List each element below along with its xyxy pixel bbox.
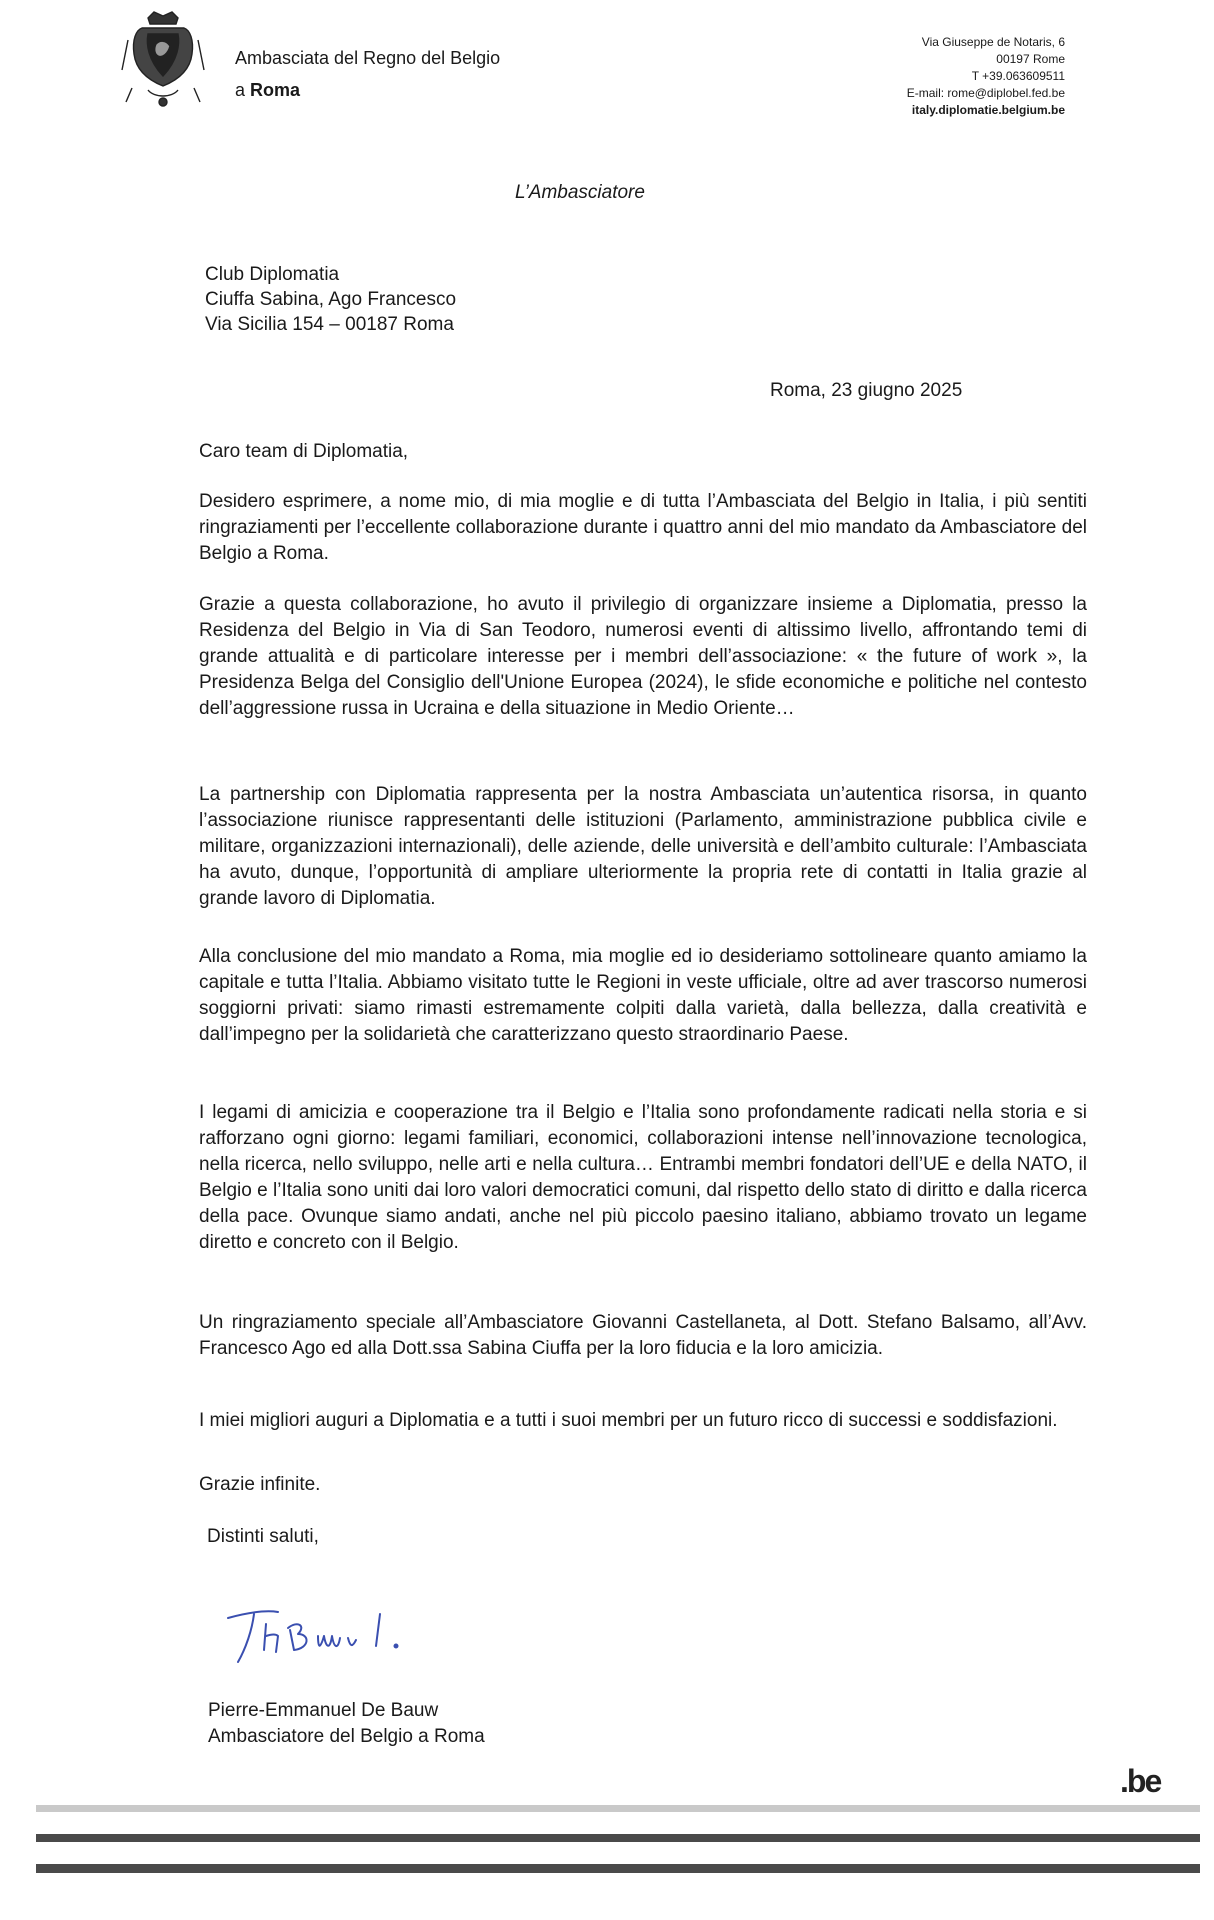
embassy-name-line2: a Roma bbox=[235, 80, 301, 100]
paragraph-4: Alla conclusione del mio mandato a Roma, mia moglie ed io desideriamo sottolineare quanto amiamo la capitale e tutta l’Italia. Abbiamo visitato tutte le Regioni in veste ufficiale, oltre ad aver trascorso numerosi soggiorni privati: siamo rimasti estremamente colpiti dalla varietà, dalla bellezza, dalla creatività e dall’impegno per la solidarietà che caratterizzano questo straordinario Paese. bbox=[199, 946, 1087, 1045]
footer-stripe-dark bbox=[36, 1834, 1200, 1842]
embassy-contact-block bbox=[907, 34, 1065, 119]
recipient-line2: Ciuffa Sabina, Ago Francesco bbox=[205, 289, 457, 310]
paragraph-6: Un ringraziamento speciale all’Ambasciatore Giovanni Castellaneta, al Dott. Stefano Balsamo, all’Avv. Francesco Ago ed alla Dott.ssa Sabina Ciuffa per la loro fiducia e la loro amicizia. bbox=[199, 1312, 1087, 1359]
sender-title: L’Ambasciatore bbox=[515, 182, 645, 203]
embassy-name bbox=[235, 42, 500, 106]
recipient-line1: Club Diplomatia bbox=[205, 264, 340, 285]
thanks-line: Grazie infinite. bbox=[199, 1474, 321, 1495]
salutation: Caro team di Diplomatia, bbox=[199, 441, 409, 462]
embassy-name-line1: Ambasciata del Regno del Belgio bbox=[235, 48, 501, 68]
paragraph-1: Desidero esprimere, a nome mio, di mia moglie e di tutta l’Ambasciata del Belgio in Italia, i più sentiti ringraziamenti per l’eccellente collaborazione durante i quattro anni del mio mandato da Ambasciatore del Belgio a Roma. bbox=[199, 491, 1087, 564]
recipient-address bbox=[205, 262, 456, 337]
contact-website: italy.diplomatie.belgium.be bbox=[911, 103, 1065, 117]
handwritten-signature bbox=[220, 1590, 420, 1690]
contact-street: Via Giuseppe de Notaris, 6 bbox=[921, 35, 1065, 49]
signatory-name: Pierre-Emmanuel De Bauw bbox=[208, 1700, 439, 1721]
recipient-line3: Via Sicilia 154 – 00187 Roma bbox=[205, 314, 454, 335]
footer-stripe-light bbox=[36, 1805, 1200, 1812]
contact-postal: 00197 Rome bbox=[996, 52, 1065, 66]
paragraph-5: I legami di amicizia e cooperazione tra il Belgio e l’Italia sono profondamente radicati nella storia e si rafforzano ogni giorno: legami familiari, economici, collaborazioni intense nell’innovazione tecnologica, nella ricerca, nello sviluppo, nelle arti e nella cultura… Entrambi membri fondatori dell’UE e della NATO, il Belgio e l’Italia sono uniti dai loro valori democratici comuni, dal rispetto dello stato di diritto e dalla ricerca della pace. Ovunque siamo andati, anche nel più piccolo paesino italiano, abbiamo trovato un legame diretto e concreto con il Belgio. bbox=[199, 1102, 1087, 1253]
embassy-city: Roma bbox=[250, 80, 301, 100]
paragraph-7: I miei migliori auguri a Diplomatia e a tutti i suoi membri per un futuro ricco di successi e soddisfazioni. bbox=[199, 1410, 1058, 1431]
closing-line: Distinti saluti, bbox=[207, 1526, 319, 1547]
letter-date: Roma, 23 giugno 2025 bbox=[770, 380, 963, 401]
paragraph-3: La partnership con Diplomatia rappresenta per la nostra Ambasciata un’autentica risorsa, in quanto l’associazione riunisce rappresentanti delle istituzioni (Parlamento, amministrazione pubblica civile e militare, organizzazioni internazionali), delle aziende, delle università e dell’ambito culturale: l’Ambasciata ha avuto, dunque, l’opportunità di ampliare ulteriormente la propria rete di contatti in Italia grazie al grande lavoro di Diplomatia. bbox=[199, 784, 1087, 909]
footer-stripe-dark-bottom bbox=[36, 1864, 1200, 1873]
contact-email: E-mail: rome@diplobel.fed.be bbox=[906, 86, 1065, 100]
signatory-block bbox=[208, 1698, 485, 1750]
belgium-be-logo: .be bbox=[1120, 1763, 1161, 1799]
contact-phone: T +39.063609511 bbox=[971, 69, 1065, 83]
paragraph-2: Grazie a questa collaborazione, ho avuto il privilegio di organizzare insieme a Diplomatia, presso la Residenza del Belgio in Via di San Teodoro, numerosi eventi di altissimo livello, affrontando temi di grande attualità e di particolare interesse per i membri dell’associazione: « the future of work », la Presidenza Belga del Consiglio dell'Unione Europea (2024), le sfide economiche e politiche nel contesto dell’aggressione russa in Ucraina e della situazione in Medio Oriente… bbox=[199, 594, 1087, 719]
signatory-role: Ambasciatore del Belgio a Roma bbox=[208, 1726, 485, 1747]
belgian-coat-of-arms-icon bbox=[118, 10, 208, 110]
